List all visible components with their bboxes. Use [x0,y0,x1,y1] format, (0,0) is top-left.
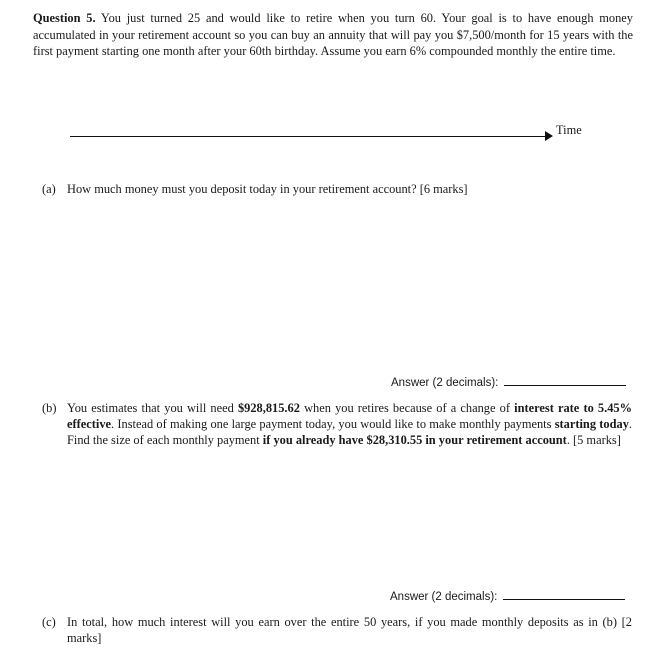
timeline-arrow-icon [545,131,553,141]
question-text: You just turned 25 and would like to retire when you turn 60. Your goal is to have enough money accumulated in your retirement account so you can buy an annuity that will pay you $7,500/month for 15 years with the first payment starting one month after your 60th birthday. Assume you earn 6% compounded monthly the entire time. [33,11,633,58]
part-a [42,181,632,197]
part-a-label: (a) [42,182,56,196]
part-a-text: How much money must you deposit today in your retirement account? [6 marks] [67,182,468,196]
timeline-axis [70,136,548,137]
part-b-answer-blank[interactable] [503,589,625,600]
part-b [42,400,632,448]
part-c-label: (c) [42,615,56,629]
part-c [42,614,632,646]
part-b-label: (b) [42,401,57,415]
part-b-text: You estimates that you will need $928,815.62 when you retires because of a change of interest rate to 5.45% effective. Instead of making one large payment today, you would like to make monthly payments starting today. Find the size of each monthly payment if you already have $28,310.55 in your retirement account. [5 marks] [67,401,633,447]
part-a-answer-blank[interactable] [504,375,626,386]
timeline-label: Time [556,123,582,137]
part-a-answer [391,375,626,389]
part-b-answer-label: Answer (2 decimals): [390,591,498,603]
part-c-text: In total, how much interest will you earn over the entire 50 years, if you made monthly deposits as in (b) [2 marks] [67,615,632,645]
part-a-answer-label: Answer (2 decimals): [391,377,499,389]
question-number: Question 5. [33,11,96,25]
part-b-answer [390,589,625,603]
question-intro [33,10,633,60]
